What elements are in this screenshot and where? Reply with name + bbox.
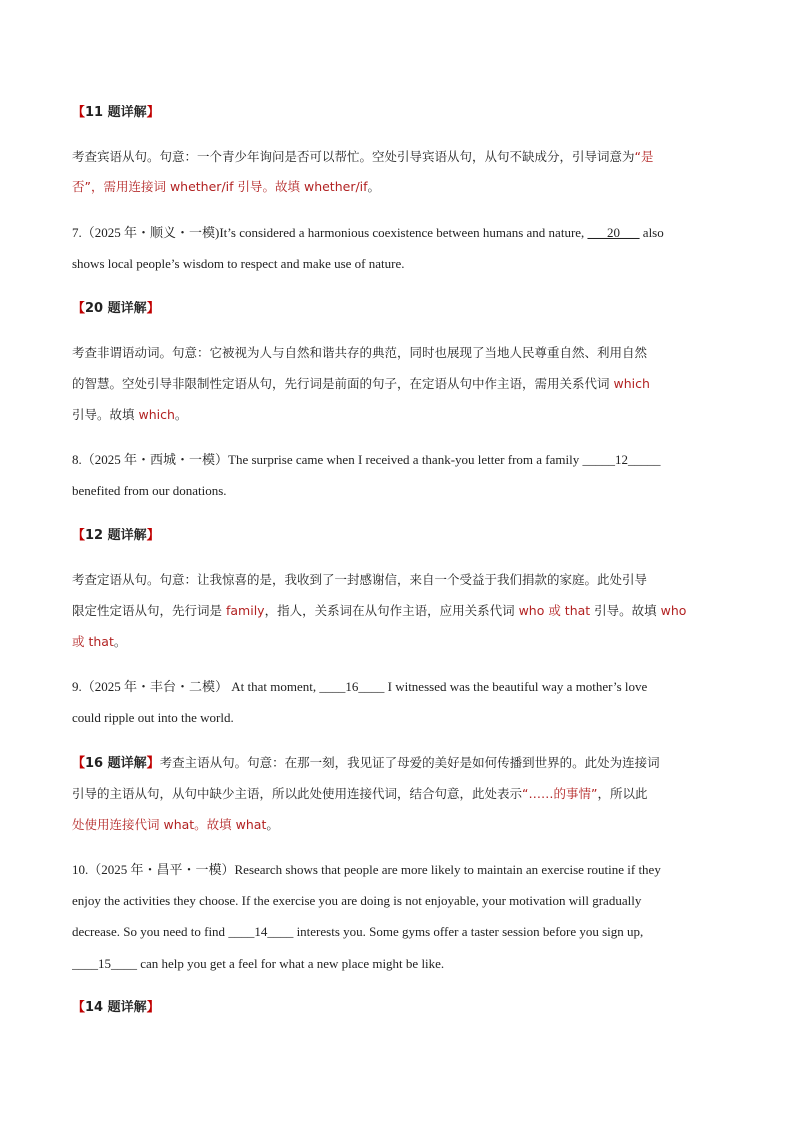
explanation-16-line-2 — [72, 786, 722, 802]
answer-highlight: “……的事情” — [522, 786, 598, 801]
bracket-close: 】 — [146, 756, 160, 771]
text-span: 。 — [266, 817, 279, 832]
bracket-open: 【 — [72, 1000, 86, 1015]
explanation-11-line-2 — [72, 179, 722, 195]
answer-highlight: “是 — [634, 149, 654, 164]
text-span: ，所以此 — [597, 786, 648, 801]
section-heading-11 — [72, 105, 722, 121]
text-span: ，指人，关系词在从句作主语，应用关系代词 — [264, 603, 519, 618]
answer-blank: ____16____ — [319, 679, 385, 694]
text-span: 考查主语从句。句意：在那一刻，我见证了母爱的美好是如何传播到世界的。此处为连接词 — [159, 755, 660, 770]
heading-label: 16 题详解 — [85, 756, 147, 771]
bracket-open: 【 — [72, 756, 86, 771]
question-text: interests you. Some gyms offer a taster session before you sign up, — [293, 924, 644, 939]
question-text: 8.（2025 年・西城・一模）The surprise came when I received a thank-you letter from a family — [72, 452, 583, 467]
text-span: 引导。故填 — [72, 407, 139, 422]
bracket-close: 】 — [146, 105, 160, 120]
section-heading-12 — [72, 528, 722, 544]
text-span: 限定性定语从句，先行词是 — [72, 603, 226, 618]
question-10-line-1: 10.（2025 年・昌平・一模）Research shows that people are more likely to maintain an exercise routine if they — [72, 862, 661, 877]
answer-highlight: 或 that — [72, 634, 114, 649]
text-span: 引导的主语从句，从句中缺少主语，所以此处使用连接代词，结合句意，此处表示 — [72, 786, 523, 801]
explanation-12-line-3 — [72, 634, 722, 650]
answer-highlight: 处使用连接代词 what。故填 what — [72, 817, 267, 832]
explanation-20-line-1: 考查非谓语动词。句意：它被视为人与自然和谐共存的典范，同时也展现了当地人民尊重自然、利用自然 — [72, 345, 648, 360]
question-10-line-4 — [72, 956, 722, 972]
question-text: 9.（2025 年・丰台・二模） At that moment, — [72, 679, 320, 694]
answer-highlight: who 或 that — [518, 603, 591, 618]
question-10-line-2: enjoy the activities they choose. If the exercise you are doing is not enjoyable, your motivation will gradually — [72, 893, 642, 908]
explanation-20-line-2 — [72, 376, 722, 392]
answer-blank: ____15____ — [72, 956, 137, 971]
answer-blank: _____12_____ — [582, 452, 661, 467]
bracket-open: 【 — [72, 105, 86, 120]
bracket-close: 】 — [146, 1000, 160, 1015]
question-7-line-1 — [72, 225, 722, 241]
question-8-line-1 — [72, 452, 722, 468]
answer-highlight: which — [138, 407, 175, 422]
answer-highlight: 否”，需用连接词 whether/if 引导。故填 whether/if — [72, 179, 368, 194]
section-heading-16 — [72, 756, 160, 771]
answer-highlight: who — [660, 603, 687, 618]
question-text: 7.（2025 年・顺义・一模)It’s considered a harmonious coexistence between humans and nature, — [72, 225, 588, 240]
answer-highlight: which — [613, 376, 650, 391]
bracket-open: 【 — [72, 528, 86, 543]
text-span: 。 — [174, 407, 188, 422]
text-span: 的智慧。空处引导非限制性定语从句，先行词是前面的句子，在定语从句中作主语，需用关系代词 — [72, 376, 614, 391]
explanation-11-line-1 — [72, 149, 722, 165]
heading-label: 14 题详解 — [85, 1000, 147, 1015]
question-text: can help you get a feel for what a new place might be like. — [137, 956, 445, 971]
question-10-line-3 — [72, 924, 722, 940]
bracket-close: 】 — [146, 528, 160, 543]
explanation-16-line-1 — [72, 755, 722, 772]
answer-blank: ___20___ — [587, 225, 640, 240]
section-heading-20 — [72, 301, 722, 317]
question-9-line-2: could ripple out into the world. — [72, 710, 234, 725]
explanation-16-line-3 — [72, 817, 722, 833]
answer-highlight: family — [225, 603, 265, 618]
explanation-20-line-3 — [72, 407, 722, 423]
text-span: 引导。故填 — [590, 603, 661, 618]
question-9-line-1 — [72, 679, 722, 695]
section-heading-14 — [72, 1000, 722, 1016]
answer-blank: ____14____ — [228, 924, 294, 939]
text-span: 考查宾语从句。句意：一个青少年询问是否可以帮忙。空处引导宾语从句，从句不缺成分，引导词意为 — [72, 149, 635, 164]
bracket-open: 【 — [72, 301, 86, 316]
bracket-close: 】 — [146, 301, 160, 316]
text-span: 。 — [367, 179, 381, 194]
heading-label: 11 题详解 — [85, 105, 147, 120]
text-span: 。 — [113, 634, 127, 649]
question-text: also — [639, 225, 664, 240]
heading-label: 12 题详解 — [85, 528, 147, 543]
question-text: decrease. So you need to find — [72, 924, 229, 939]
explanation-12-line-2 — [72, 603, 722, 619]
question-8-line-2: benefited from our donations. — [72, 483, 227, 498]
question-7-line-2: shows local people’s wisdom to respect and make use of nature. — [72, 256, 405, 271]
heading-label: 20 题详解 — [85, 301, 147, 316]
question-text: I witnessed was the beautiful way a mother’s love — [384, 679, 648, 694]
explanation-12-line-1: 考查定语从句。句意：让我惊喜的是，我收到了一封感谢信，来自一个受益于我们捐款的家庭。此处引导 — [72, 572, 648, 587]
